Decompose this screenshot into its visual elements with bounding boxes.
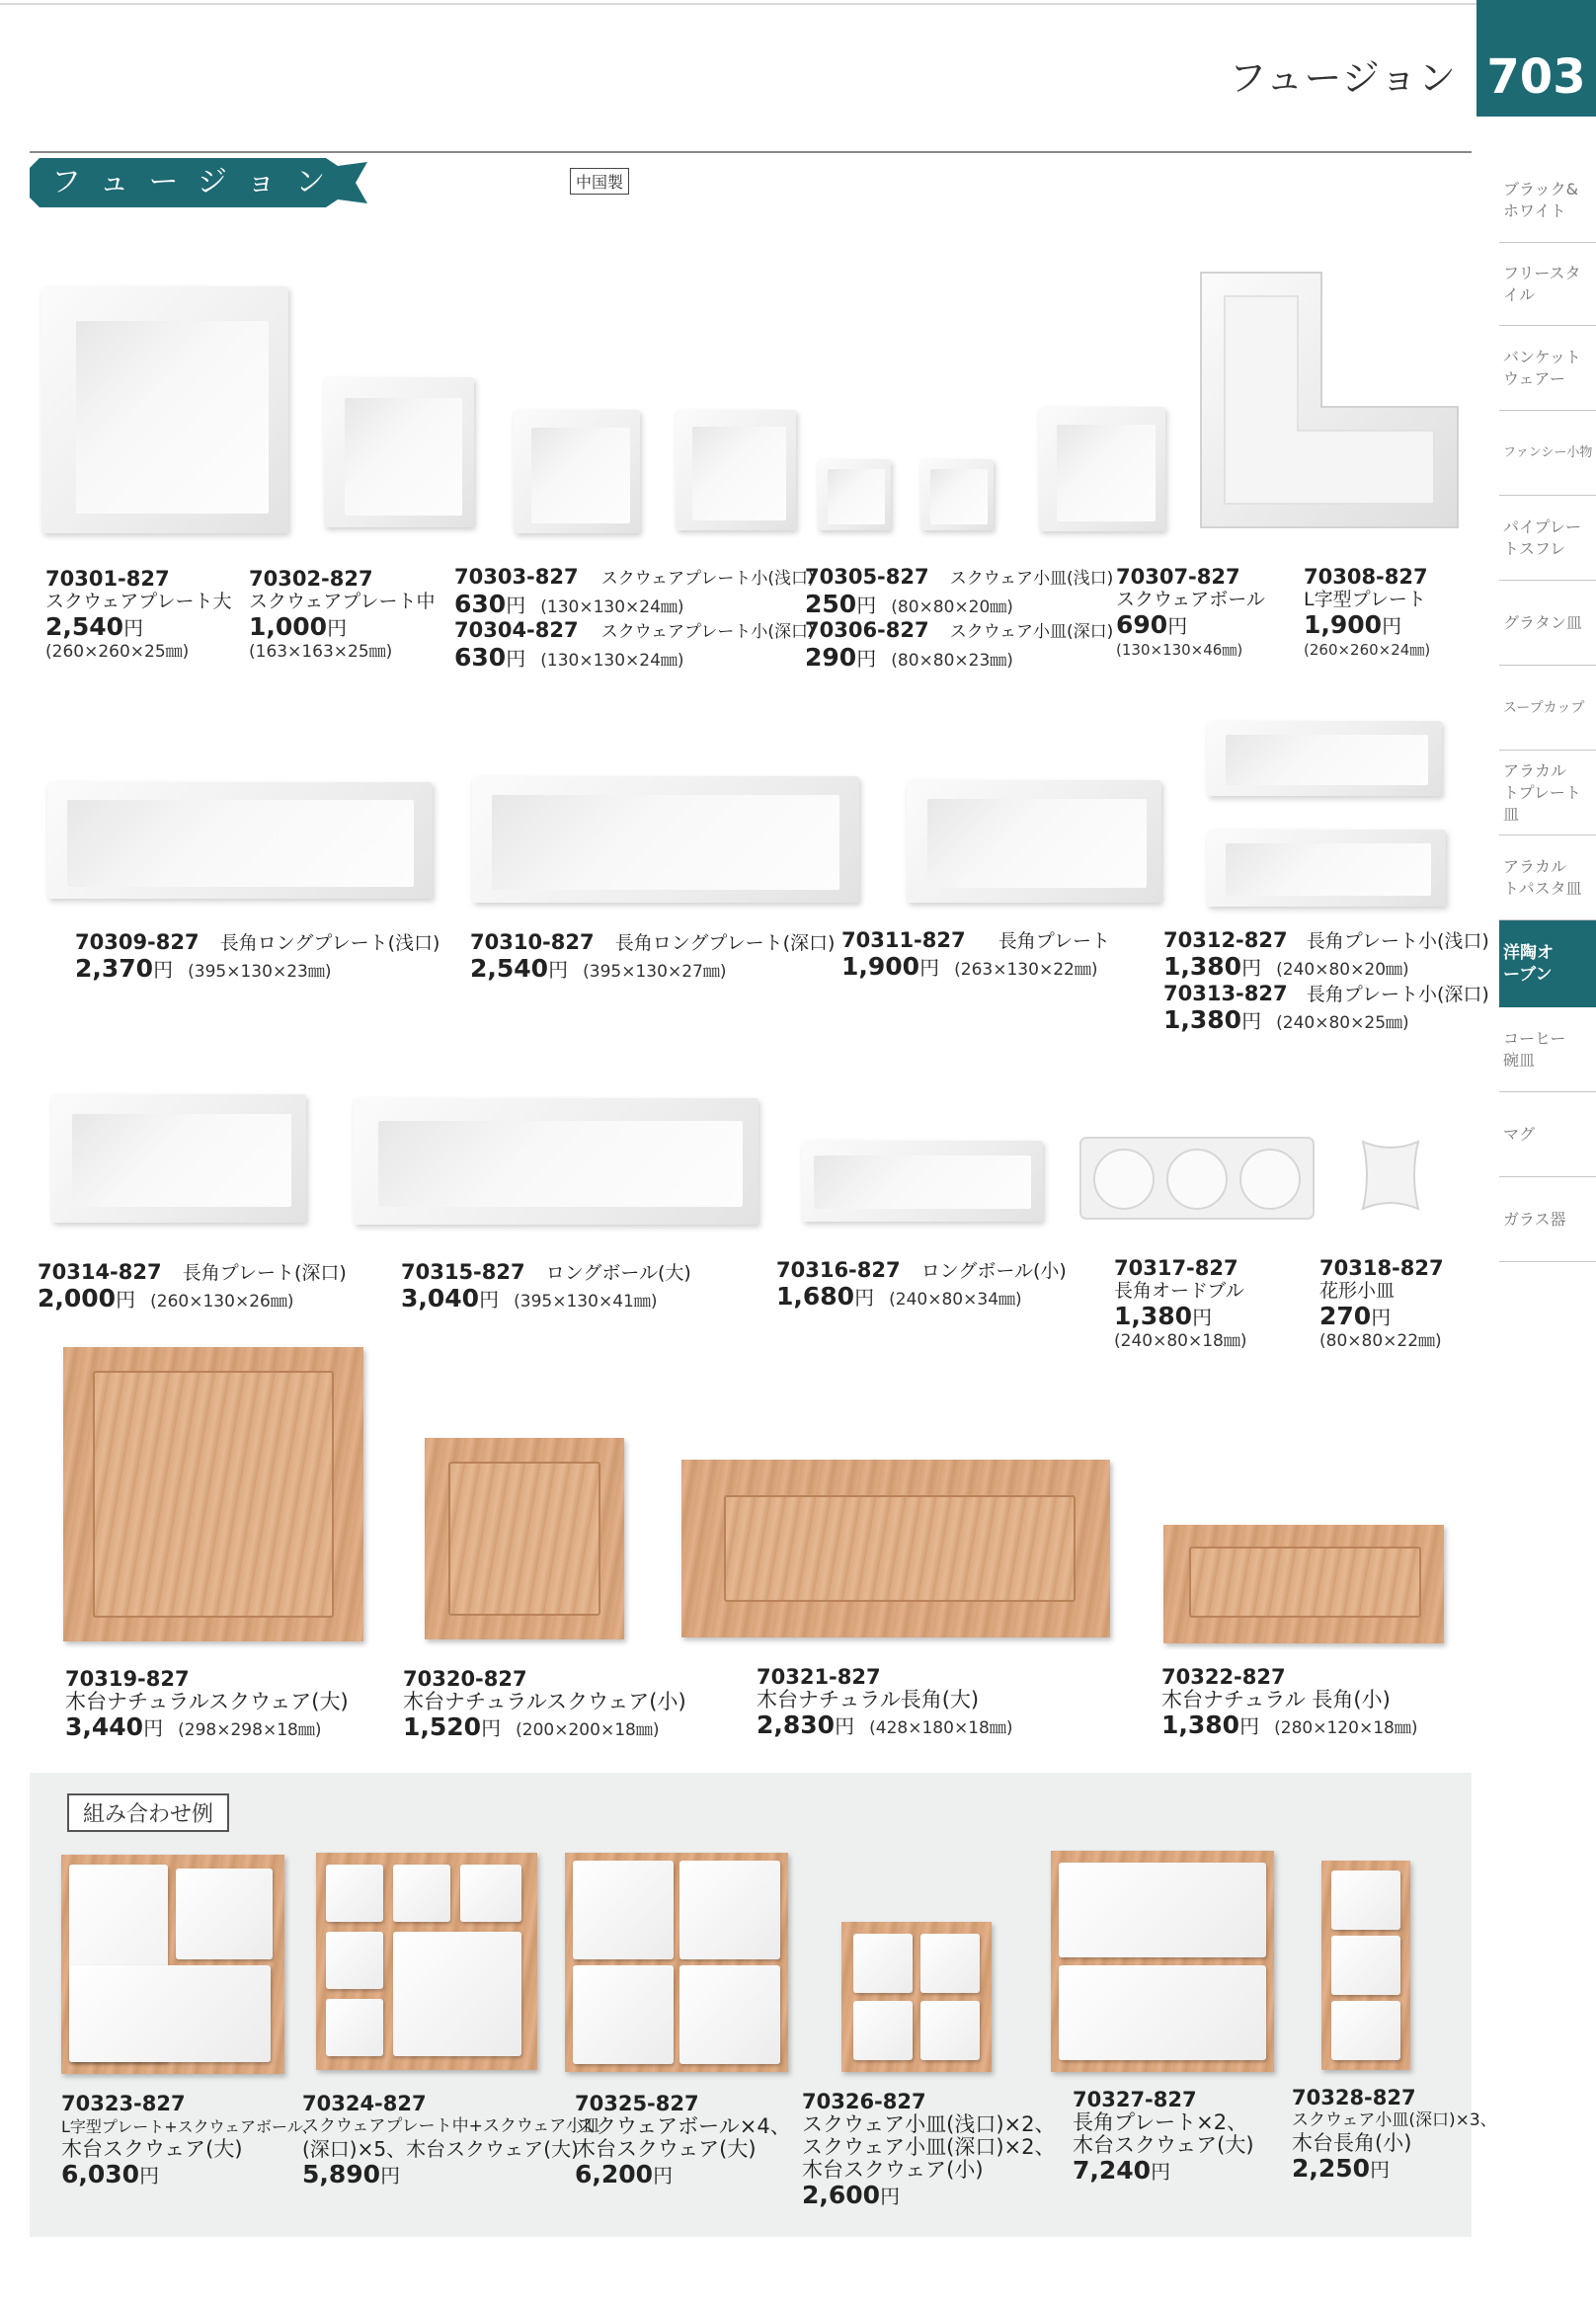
combo-70325 <box>575 2092 791 2189</box>
product-name: 木台スクウェア(小) <box>802 2158 984 2182</box>
product-name: 木台ナチュラル 長角(小) <box>1161 1688 1391 1711</box>
product-price: 630円 <box>454 643 526 672</box>
product-image-70312 <box>1207 721 1442 796</box>
product-code: 70319-827 <box>65 1667 190 1691</box>
product-price: 2,600円 <box>802 2181 901 2209</box>
product-price: 2,000円 <box>38 1284 136 1313</box>
product-image-70307 <box>1039 407 1165 531</box>
product-name: スクウェアボール×4、 <box>575 2114 791 2138</box>
product-dimensions: (395×130×23㎜) <box>188 962 332 982</box>
product-70301 <box>45 567 231 663</box>
product-70322 <box>1161 1665 1417 1740</box>
product-code: 70318-827 <box>1319 1256 1444 1280</box>
product-image-70313 <box>1207 830 1446 907</box>
product-70319 <box>65 1667 349 1742</box>
product-name: 長角プレート小(浅口) <box>1306 930 1489 952</box>
page-title: フュージョン <box>1229 56 1457 100</box>
combo-image-70326 <box>841 1922 992 2072</box>
combo-image-70328 <box>1321 1861 1410 2070</box>
product-name: スクウェアプレート中 <box>249 591 436 612</box>
product-image-70315 <box>354 1098 758 1225</box>
product-70306 <box>805 618 1113 673</box>
product-price: 1,000円 <box>249 612 348 641</box>
product-code: 70317-827 <box>1114 1256 1238 1280</box>
product-price: 3,440円 <box>65 1712 164 1741</box>
side-index-item[interactable] <box>1499 326 1596 411</box>
product-code: 70311-827 <box>841 928 966 952</box>
product-name: スクウェアプレート中+スクウェア小皿 <box>302 2116 600 2136</box>
product-price: 630円 <box>454 590 526 618</box>
side-index-label: グラタン皿 <box>1503 612 1582 632</box>
side-index-label: マグ <box>1503 1124 1536 1144</box>
product-dimensions: (428×180×18㎜) <box>869 1718 1013 1738</box>
product-name: スクウェア小皿(深口) <box>949 622 1114 642</box>
product-price: 1,380円 <box>1161 1710 1260 1739</box>
combo-70326 <box>802 2090 1056 2210</box>
section-rule <box>30 151 1472 153</box>
product-name: 木台ナチュラル長角(大) <box>757 1688 980 1711</box>
product-price: 2,540円 <box>470 954 569 983</box>
product-70305 <box>805 565 1113 619</box>
product-dimensions: (395×130×27㎜) <box>583 962 727 982</box>
product-70308 <box>1304 565 1430 661</box>
product-name: ロングボール(大) <box>545 1262 691 1284</box>
product-image-70303 <box>514 410 640 533</box>
side-index-item[interactable] <box>1499 581 1596 666</box>
product-code: 70312-827 <box>1163 928 1288 952</box>
product-image-70302 <box>324 377 474 527</box>
product-dimensions: (80×80×22㎜) <box>1319 1331 1442 1351</box>
product-image-70320 <box>425 1438 624 1639</box>
product-code: 70325-827 <box>575 2092 699 2115</box>
section-banner-title: フュージョン <box>51 165 346 199</box>
product-name: スクウェア小皿(浅口)×2、 <box>802 2112 1056 2136</box>
product-70311 <box>841 928 1110 982</box>
product-dimensions: (260×260×24㎜) <box>1304 641 1431 659</box>
product-price: 2,540円 <box>45 612 144 641</box>
product-code: 70304-827 <box>454 618 579 642</box>
product-70320 <box>403 1667 686 1742</box>
product-code: 70309-827 <box>75 930 200 954</box>
product-code: 70314-827 <box>38 1260 162 1284</box>
product-code: 70313-827 <box>1163 982 1288 1005</box>
product-price: 2,830円 <box>757 1710 855 1739</box>
product-dimensions: (260×260×25㎜) <box>45 642 190 662</box>
product-name: 長角プレート×2、 <box>1073 2110 1248 2134</box>
product-name: スクウェア小皿(浅口) <box>949 569 1114 589</box>
combo-image-70323 <box>61 1855 284 2074</box>
product-image-70318 <box>1353 1138 1428 1213</box>
product-price: 6,030円 <box>61 2160 160 2188</box>
product-code: 70306-827 <box>805 618 929 642</box>
product-name: 花形小皿 <box>1319 1280 1396 1302</box>
side-index-item[interactable] <box>1499 1177 1596 1262</box>
product-70304 <box>454 618 815 673</box>
side-index-item[interactable] <box>1499 666 1596 751</box>
side-index-label: アラカルトプレート皿 <box>1503 760 1581 824</box>
product-image-70301 <box>41 286 288 533</box>
product-name: スクウェア小皿(深口)×2、 <box>802 2135 1056 2159</box>
product-dimensions: (130×130×24㎜) <box>540 597 684 617</box>
product-code: 70328-827 <box>1292 2086 1416 2109</box>
product-image-70319 <box>63 1347 363 1641</box>
product-price: 1,380円 <box>1163 952 1262 981</box>
combo-70327 <box>1073 2088 1254 2186</box>
product-name: スクウェアプレート大 <box>45 591 232 612</box>
product-name: L字型プレート <box>1304 589 1426 610</box>
product-code: 70308-827 <box>1304 565 1428 589</box>
product-code: 70301-827 <box>45 567 170 591</box>
product-code: 70321-827 <box>757 1665 881 1689</box>
side-index-label: スープカップ <box>1503 699 1585 716</box>
product-name: 木台スクウェア(大) <box>575 2137 757 2161</box>
combo-image-70324 <box>316 1853 537 2070</box>
product-code: 70303-827 <box>454 565 579 589</box>
product-price: 6,200円 <box>575 2160 674 2188</box>
product-price: 290円 <box>805 643 877 672</box>
product-70302 <box>249 567 435 663</box>
combo-image-70325 <box>565 1853 788 2072</box>
product-image-70317 <box>1078 1136 1316 1221</box>
side-index-item[interactable] <box>1499 751 1596 835</box>
product-name: L字型プレート+スクウェアボール、 <box>61 2117 318 2136</box>
side-index-label: フリースタイル <box>1503 263 1581 304</box>
product-code: 70315-827 <box>401 1260 525 1284</box>
product-70315 <box>401 1260 691 1313</box>
product-dimensions: (240×80×34㎜) <box>889 1290 1022 1310</box>
product-price: 1,900円 <box>1304 610 1402 639</box>
product-name: 長角ロングプレート(浅口) <box>219 932 440 954</box>
product-price: 3,040円 <box>401 1284 500 1313</box>
product-image-70305 <box>818 459 891 530</box>
product-name: スクウェアプレート小(深口) <box>600 622 815 642</box>
product-image-70304 <box>676 410 796 530</box>
product-price: 1,380円 <box>1114 1302 1213 1330</box>
side-index-item[interactable] <box>1499 1092 1596 1177</box>
side-index-label: ブラック&ホワイト <box>1503 179 1579 220</box>
product-code: 70316-827 <box>776 1258 901 1282</box>
side-index-item[interactable] <box>1499 835 1596 920</box>
side-index-item[interactable] <box>1499 243 1596 326</box>
product-price: 270円 <box>1319 1302 1392 1330</box>
combo-70328 <box>1292 2086 1497 2184</box>
product-dimensions: (298×298×18㎜) <box>178 1720 322 1740</box>
side-index-label: ガラス器 <box>1503 1209 1566 1229</box>
product-code: 70307-827 <box>1116 565 1240 589</box>
product-code: 70324-827 <box>302 2092 427 2115</box>
product-70313 <box>1163 982 1489 1035</box>
side-index-label: ファンシー小物 <box>1503 444 1593 460</box>
product-name: スクウェア小皿(深口)×3、 <box>1292 2110 1497 2130</box>
product-name: スクウェアプレート小(浅口) <box>600 569 815 589</box>
product-70309 <box>75 930 439 984</box>
product-name: 木台ナチュラルスクウェア(小) <box>403 1690 686 1713</box>
product-name: 長角プレート小(深口) <box>1306 984 1489 1005</box>
product-name: 木台スクウェア(大) <box>61 2137 243 2161</box>
product-price: 1,900円 <box>841 952 940 981</box>
product-dimensions: (130×130×46㎜) <box>1116 641 1243 659</box>
side-index-item[interactable] <box>1499 496 1596 581</box>
origin-badge: 中国製 <box>570 168 629 195</box>
product-price: 1,380円 <box>1163 1005 1262 1034</box>
product-70312 <box>1163 928 1489 982</box>
product-image-70310 <box>472 776 859 903</box>
product-70314 <box>38 1260 347 1313</box>
top-rule <box>0 3 1476 5</box>
product-dimensions: (163×163×25㎜) <box>249 642 393 662</box>
product-image-70316 <box>802 1141 1043 1222</box>
product-code: 70326-827 <box>802 2090 926 2113</box>
side-index-label: コーヒー碗皿 <box>1503 1028 1566 1070</box>
product-dimensions: (200×200×18㎜) <box>516 1720 660 1740</box>
product-dimensions: (130×130×24㎜) <box>540 651 684 671</box>
product-code: 70305-827 <box>805 565 929 589</box>
product-price: 250円 <box>805 590 877 618</box>
product-dimensions: (280×120×18㎜) <box>1274 1718 1418 1738</box>
side-index-label: バンケットウェアー <box>1503 347 1581 388</box>
product-price: 2,250円 <box>1292 2154 1391 2183</box>
product-image-70321 <box>681 1460 1110 1637</box>
product-name: 長角プレート(深口) <box>182 1262 347 1284</box>
product-dimensions: (80×80×23㎜) <box>891 651 1013 671</box>
product-code: 70302-827 <box>249 567 373 591</box>
product-name: 木台長角(小) <box>1292 2131 1412 2155</box>
product-dimensions: (263×130×22㎜) <box>954 960 1098 980</box>
product-price: 1,520円 <box>403 1712 502 1741</box>
product-name: (深口)×5、木台スクウェア(大) <box>302 2137 579 2161</box>
product-image-70306 <box>920 459 994 530</box>
product-70321 <box>757 1665 1012 1740</box>
product-name: 長角ロングプレート(深口) <box>614 932 836 954</box>
product-code: 70320-827 <box>403 1667 527 1691</box>
product-name: スクウェアボール <box>1116 589 1265 610</box>
product-code: 70327-827 <box>1073 2088 1197 2111</box>
product-name: ロングボール(小) <box>920 1260 1067 1282</box>
product-price: 7,240円 <box>1073 2156 1171 2185</box>
combo-70323 <box>61 2092 317 2189</box>
side-index-item[interactable] <box>1499 158 1596 243</box>
product-code: 70323-827 <box>61 2092 186 2115</box>
combination-label: 組み合わせ例 <box>67 1793 229 1832</box>
product-dimensions: (80×80×20㎜) <box>891 597 1013 617</box>
product-dimensions: (395×130×41㎜) <box>514 1292 658 1312</box>
product-image-70308 <box>1199 269 1460 531</box>
product-image-70309 <box>47 782 433 899</box>
product-code: 70322-827 <box>1161 1665 1286 1689</box>
product-70317 <box>1114 1256 1246 1352</box>
product-70316 <box>776 1258 1067 1312</box>
combo-70324 <box>302 2092 599 2189</box>
product-image-70322 <box>1163 1525 1444 1643</box>
product-name: 長角オードブル <box>1114 1280 1244 1302</box>
product-70303 <box>454 565 815 619</box>
product-image-70311 <box>907 780 1161 903</box>
product-dimensions: (260×130×26㎜) <box>150 1292 294 1312</box>
side-index-item[interactable] <box>1499 1007 1596 1092</box>
product-dimensions: (240×80×18㎜) <box>1114 1331 1247 1351</box>
side-index-item-active[interactable] <box>1499 920 1596 1007</box>
product-price: 5,890円 <box>302 2160 401 2188</box>
product-name: 木台スクウェア(大) <box>1073 2133 1254 2157</box>
product-image-70314 <box>51 1094 306 1223</box>
product-code: 70310-827 <box>470 930 595 954</box>
product-price: 1,680円 <box>776 1282 875 1311</box>
side-index-label: パイプレートスフレ <box>1503 517 1581 558</box>
combo-image-70327 <box>1051 1851 1274 2072</box>
product-price: 690円 <box>1116 610 1188 639</box>
product-name: 長角プレート <box>998 930 1110 952</box>
side-index-label: 洋陶オーブン <box>1503 943 1554 985</box>
page-number-tab: 703 <box>1476 0 1596 117</box>
product-70307 <box>1116 565 1265 661</box>
side-index-label: アラカルトパスタ皿 <box>1503 856 1582 898</box>
product-dimensions: (240×80×20㎜) <box>1276 960 1409 980</box>
product-dimensions: (240×80×25㎜) <box>1276 1013 1409 1033</box>
product-70318 <box>1319 1256 1444 1352</box>
product-name: 木台ナチュラルスクウェア(大) <box>65 1690 349 1713</box>
side-index-item[interactable] <box>1499 411 1596 496</box>
product-price: 2,370円 <box>75 954 174 983</box>
product-70310 <box>470 930 835 984</box>
